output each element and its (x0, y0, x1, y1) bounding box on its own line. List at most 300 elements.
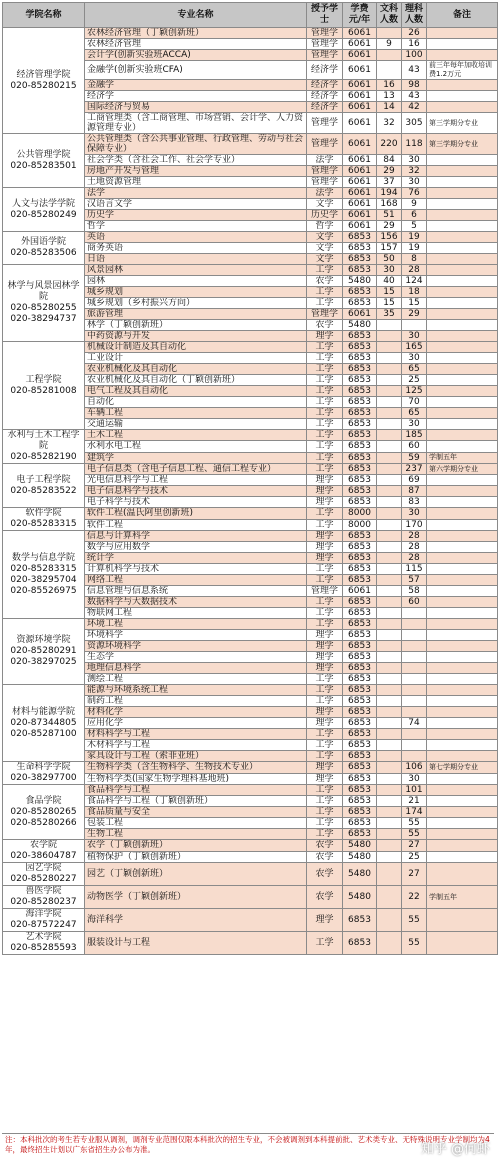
major-cell: 生物科学类（含生物科学、生物技术专业） (85, 762, 307, 774)
major-cell: 测绘工程 (85, 674, 307, 685)
table-row (3, 531, 498, 542)
arts-count-cell (377, 818, 402, 829)
sci-count-cell: 70 (402, 397, 427, 408)
header-college: 学院名称 (3, 3, 85, 28)
fee-cell: 5480 (343, 851, 377, 863)
arts-count-cell (377, 61, 402, 80)
major-cell: 软件工程 (85, 519, 307, 531)
degree-cell: 理学 (307, 497, 343, 508)
note-cell (427, 287, 498, 298)
arts-count-cell (377, 829, 402, 840)
arts-count-cell (377, 575, 402, 586)
fee-cell: 6853 (343, 785, 377, 796)
major-cell: 中药资源与开发 (85, 331, 307, 342)
note-cell (427, 210, 498, 221)
fee-cell: 6853 (343, 707, 377, 718)
note-cell (427, 718, 498, 729)
note-cell (427, 475, 498, 486)
sci-count-cell: 25 (402, 851, 427, 863)
college-cell (3, 464, 85, 508)
sci-count-cell: 124 (402, 276, 427, 287)
degree-cell: 工学 (307, 608, 343, 619)
degree-cell: 管理学 (307, 586, 343, 597)
sci-count-cell: 8 (402, 254, 427, 265)
fee-cell: 5480 (343, 276, 377, 287)
watermark: 知乎 @何虾 (420, 1142, 490, 1157)
college-name: 园艺学院 (25, 863, 62, 873)
major-cell: 生态学 (85, 652, 307, 663)
arts-count-cell: 168 (377, 199, 402, 210)
degree-cell: 管理学 (307, 166, 343, 177)
college-name: 材料与能源学院 (11, 706, 75, 717)
fee-cell: 6853 (343, 807, 377, 818)
college-name: 农学院 (29, 840, 57, 850)
degree-cell: 管理学 (307, 177, 343, 188)
college-name: 公共管理学院 (16, 149, 71, 160)
fee-cell: 6853 (343, 685, 377, 696)
header-major: 专业名称 (85, 3, 307, 28)
arts-count-cell (377, 608, 402, 619)
note-cell (427, 586, 498, 597)
arts-count-cell (377, 619, 402, 630)
degree-cell: 农学 (307, 886, 343, 909)
degree-cell: 工学 (307, 564, 343, 575)
degree-cell: 理学 (307, 630, 343, 641)
major-cell: 网络工程 (85, 575, 307, 586)
sci-count-cell (402, 685, 427, 696)
note-cell (427, 254, 498, 265)
fee-cell: 6061 (343, 113, 377, 134)
arts-count-cell (377, 486, 402, 497)
major-cell: 哲学 (85, 221, 307, 232)
fee-cell: 6853 (343, 652, 377, 663)
note-cell (427, 486, 498, 497)
degree-cell: 工学 (307, 397, 343, 408)
fee-cell: 6853 (343, 298, 377, 309)
sci-count-cell: 55 (402, 829, 427, 840)
note-cell (427, 553, 498, 564)
fee-cell: 6061 (343, 61, 377, 80)
major-cell: 能源与环境系统工程 (85, 685, 307, 696)
fee-cell: 6853 (343, 909, 377, 932)
degree-cell: 工学 (307, 674, 343, 685)
college-phone: 020-85280227 (10, 874, 77, 884)
major-cell: 动物医学（丁颖创新班） (85, 886, 307, 909)
table-row (3, 508, 498, 520)
degree-cell: 工学 (307, 386, 343, 397)
college-phone: 020-85282190 (10, 452, 77, 462)
arts-count-cell (377, 696, 402, 707)
degree-cell: 理学 (307, 773, 343, 785)
college-cell (3, 508, 85, 531)
note-cell (427, 751, 498, 762)
fee-cell: 6853 (343, 254, 377, 265)
degree-cell: 工学 (307, 597, 343, 608)
note-cell (427, 531, 498, 542)
sci-count-cell: 69 (402, 475, 427, 486)
college-cell (3, 619, 85, 685)
note-cell (427, 441, 498, 452)
degree-cell: 工学 (307, 696, 343, 707)
sci-count-cell: 83 (402, 497, 427, 508)
note-cell (427, 28, 498, 39)
degree-cell: 管理学 (307, 309, 343, 320)
major-cell: 农业机械化及其自动化（丁颖创新班） (85, 375, 307, 386)
header-fee: 学费元/年 (343, 3, 377, 28)
major-cell: 法学 (85, 188, 307, 199)
college-name: 外国语学院 (20, 237, 66, 247)
degree-cell: 工学 (307, 729, 343, 740)
sci-count-cell: 170 (402, 519, 427, 531)
college-name: 食品学院 (25, 795, 62, 806)
degree-cell: 经济学 (307, 61, 343, 80)
note-cell: 学制五年 (427, 452, 498, 463)
arts-count-cell: 51 (377, 210, 402, 221)
college-name: 兽医学院 (25, 886, 62, 896)
table-row (3, 840, 498, 852)
note-cell (427, 519, 498, 531)
fee-cell: 6853 (343, 619, 377, 630)
header-note: 备注 (427, 3, 498, 28)
major-cell: 农学（丁颖创新班） (85, 840, 307, 852)
major-cell: 日语 (85, 254, 307, 265)
arts-count-cell (377, 508, 402, 520)
fee-cell: 6853 (343, 486, 377, 497)
major-cell: 服装设计与工程 (85, 932, 307, 955)
major-cell: 金融学 (85, 80, 307, 91)
note-cell (427, 298, 498, 309)
arts-count-cell (377, 564, 402, 575)
college-cell (3, 531, 85, 619)
fee-cell: 6061 (343, 166, 377, 177)
note-cell (427, 597, 498, 608)
arts-count-cell (377, 331, 402, 342)
college-name: 海洋学院 (25, 909, 62, 919)
major-cell: 农业机械化及其自动化 (85, 364, 307, 375)
major-cell: 工业设计 (85, 353, 307, 364)
major-cell: 生物工程 (85, 829, 307, 840)
major-cell: 园艺（丁颖创新班） (85, 863, 307, 886)
arts-count-cell (377, 408, 402, 419)
table-row (3, 685, 498, 696)
fee-cell: 6853 (343, 718, 377, 729)
major-cell: 家具设计与工程（索菲亚班） (85, 751, 307, 762)
note-cell (427, 497, 498, 508)
arts-count-cell (377, 641, 402, 652)
college-phone: 020-85280291 020-38297025 (10, 646, 77, 667)
sci-count-cell: 15 (402, 298, 427, 309)
note-cell (427, 863, 498, 886)
major-cell: 环境工程 (85, 619, 307, 630)
arts-count-cell: 84 (377, 155, 402, 166)
sci-count-cell: 19 (402, 243, 427, 254)
sci-count-cell: 115 (402, 564, 427, 575)
fee-cell: 6061 (343, 91, 377, 102)
college-phone: 020-85280237 (10, 897, 77, 907)
sci-count-cell: 98 (402, 80, 427, 91)
degree-cell: 工学 (307, 796, 343, 807)
arts-count-cell: 15 (377, 298, 402, 309)
degree-cell: 历史学 (307, 210, 343, 221)
note-cell (427, 331, 498, 342)
arts-count-cell (377, 452, 402, 463)
college-phone: 020-85280249 (10, 209, 77, 220)
fee-cell: 6853 (343, 386, 377, 397)
fee-cell: 6853 (343, 663, 377, 674)
college-phone: 020-85283315 020-38295704 020-85526975 (10, 563, 77, 596)
fee-cell: 6853 (343, 232, 377, 243)
sci-count-cell: 237 (402, 464, 427, 475)
major-cell: 资源环境科学 (85, 641, 307, 652)
major-cell: 机械设计制造及其自动化 (85, 342, 307, 353)
major-cell: 自动化 (85, 397, 307, 408)
fee-cell: 6853 (343, 818, 377, 829)
major-cell: 交通运输 (85, 419, 307, 430)
major-cell: 城乡规划（乡村振兴方向） (85, 298, 307, 309)
fee-cell: 6853 (343, 497, 377, 508)
college-name: 数学与信息学院 (11, 552, 75, 563)
note-cell: 学制五年 (427, 886, 498, 909)
major-cell: 英语 (85, 232, 307, 243)
arts-count-cell (377, 597, 402, 608)
college-cell (3, 909, 85, 932)
arts-count-cell (377, 807, 402, 818)
major-cell: 农林经济管理 (85, 39, 307, 50)
sci-count-cell: 165 (402, 342, 427, 353)
degree-cell: 理学 (307, 718, 343, 729)
degree-cell: 农学 (307, 851, 343, 863)
arts-count-cell: 15 (377, 287, 402, 298)
note-cell: 第三学期分专业 (427, 113, 498, 134)
sci-count-cell: 65 (402, 408, 427, 419)
note-cell (427, 188, 498, 199)
major-cell: 食品质量与安全 (85, 807, 307, 818)
degree-cell: 理学 (307, 909, 343, 932)
sci-count-cell: 28 (402, 531, 427, 542)
fee-cell: 6061 (343, 221, 377, 232)
degree-cell: 工学 (307, 464, 343, 475)
note-cell (427, 542, 498, 553)
fee-cell: 6853 (343, 430, 377, 441)
major-cell: 物联网工程 (85, 608, 307, 619)
note-cell (427, 619, 498, 630)
degree-cell: 工学 (307, 829, 343, 840)
table-row (3, 932, 498, 955)
degree-cell: 经济学 (307, 102, 343, 113)
arts-count-cell (377, 28, 402, 39)
arts-count-cell (377, 707, 402, 718)
arts-count-cell (377, 497, 402, 508)
sci-count-cell: 30 (402, 155, 427, 166)
sci-count-cell: 30 (402, 419, 427, 430)
sci-count-cell: 32 (402, 166, 427, 177)
fee-cell: 6853 (343, 287, 377, 298)
college-cell (3, 265, 85, 342)
degree-cell: 工学 (307, 751, 343, 762)
degree-cell: 管理学 (307, 28, 343, 39)
sci-count-cell: 101 (402, 785, 427, 796)
fee-cell: 6853 (343, 452, 377, 463)
fee-cell: 6853 (343, 375, 377, 386)
college-cell (3, 886, 85, 909)
sci-count-cell: 106 (402, 762, 427, 774)
degree-cell: 工学 (307, 818, 343, 829)
college-name: 工程学院 (25, 374, 62, 385)
degree-cell: 理学 (307, 486, 343, 497)
fee-cell: 5480 (343, 863, 377, 886)
fee-cell: 6853 (343, 932, 377, 955)
fee-cell: 6061 (343, 80, 377, 91)
sci-count-cell: 87 (402, 486, 427, 497)
arts-count-cell (377, 386, 402, 397)
fee-cell: 6853 (343, 408, 377, 419)
fee-cell: 6853 (343, 641, 377, 652)
sci-count-cell: 5 (402, 221, 427, 232)
header-degree: 授予学士 (307, 3, 343, 28)
table-row (3, 342, 498, 353)
college-phone: 020-85283315 (10, 519, 77, 529)
degree-cell: 理学 (307, 542, 343, 553)
arts-count-cell (377, 674, 402, 685)
arts-count-cell: 14 (377, 102, 402, 113)
major-cell: 园林 (85, 276, 307, 287)
college-name: 林学与风景园林学院 (7, 281, 80, 302)
sci-count-cell (402, 320, 427, 331)
fee-cell: 6853 (343, 265, 377, 276)
fee-cell: 6853 (343, 342, 377, 353)
degree-cell: 工学 (307, 932, 343, 955)
major-cell: 木材科学与工程 (85, 740, 307, 751)
major-cell: 数据科学与大数据技术 (85, 597, 307, 608)
fee-cell: 6853 (343, 564, 377, 575)
fee-cell: 6853 (343, 475, 377, 486)
note-cell (427, 608, 498, 619)
fee-cell: 6061 (343, 39, 377, 50)
sci-count-cell: 30 (402, 773, 427, 785)
arts-count-cell (377, 909, 402, 932)
degree-cell: 经济学 (307, 80, 343, 91)
sci-count-cell: 25 (402, 375, 427, 386)
major-cell: 商务英语 (85, 243, 307, 254)
fee-cell: 6853 (343, 441, 377, 452)
fee-cell: 6061 (343, 134, 377, 155)
college-cell (3, 685, 85, 762)
degree-cell: 理学 (307, 475, 343, 486)
sci-count-cell (402, 608, 427, 619)
degree-cell: 管理学 (307, 50, 343, 61)
note-cell: 第六学期分专业 (427, 464, 498, 475)
major-cell: 电子信息类（含电子信息工程、通信工程专业） (85, 464, 307, 475)
sci-count-cell: 29 (402, 309, 427, 320)
fee-cell: 6853 (343, 243, 377, 254)
degree-cell: 工学 (307, 430, 343, 441)
sci-count-cell: 100 (402, 50, 427, 61)
arts-count-cell (377, 342, 402, 353)
major-cell: 工商管理类（含工商管理、市场营销、会计学、人力资源管理专业） (85, 113, 307, 134)
arts-count-cell (377, 751, 402, 762)
major-cell: 应用化学 (85, 718, 307, 729)
sci-count-cell (402, 751, 427, 762)
sci-count-cell (402, 707, 427, 718)
note-cell (427, 630, 498, 641)
note-cell (427, 685, 498, 696)
sci-count-cell: 305 (402, 113, 427, 134)
degree-cell: 工学 (307, 353, 343, 364)
sci-count-cell: 76 (402, 188, 427, 199)
college-cell (3, 840, 85, 863)
sci-count-cell (402, 663, 427, 674)
major-cell: 城乡规划 (85, 287, 307, 298)
major-cell: 地理信息科学 (85, 663, 307, 674)
degree-cell: 工学 (307, 375, 343, 386)
note-cell (427, 265, 498, 276)
sci-count-cell: 30 (402, 508, 427, 520)
arts-count-cell (377, 663, 402, 674)
note-cell (427, 729, 498, 740)
fee-cell: 6061 (343, 199, 377, 210)
note-cell (427, 39, 498, 50)
sci-count-cell: 28 (402, 542, 427, 553)
note-cell (427, 932, 498, 955)
degree-cell: 哲学 (307, 221, 343, 232)
degree-cell: 工学 (307, 364, 343, 375)
arts-count-cell (377, 729, 402, 740)
degree-cell: 理学 (307, 652, 343, 663)
arts-count-cell (377, 475, 402, 486)
sci-count-cell: 27 (402, 840, 427, 852)
major-cell: 材料化学 (85, 707, 307, 718)
major-cell: 建筑学 (85, 452, 307, 463)
sci-count-cell: 16 (402, 39, 427, 50)
arts-count-cell: 35 (377, 309, 402, 320)
note-cell (427, 674, 498, 685)
degree-cell: 管理学 (307, 134, 343, 155)
degree-cell: 工学 (307, 342, 343, 353)
degree-cell: 法学 (307, 155, 343, 166)
fee-cell: 8000 (343, 508, 377, 520)
fee-cell: 6853 (343, 773, 377, 785)
fee-cell: 8000 (343, 519, 377, 531)
table-row (3, 430, 498, 441)
note-cell (427, 740, 498, 751)
note-cell (427, 419, 498, 430)
college-name: 水利与土木工程学院 (7, 430, 80, 451)
degree-cell: 农学 (307, 276, 343, 287)
major-cell: 农林经济管理（丁颖创新班） (85, 28, 307, 39)
note-cell (427, 102, 498, 113)
note-cell (427, 796, 498, 807)
arts-count-cell: 156 (377, 232, 402, 243)
degree-cell: 理学 (307, 553, 343, 564)
arts-count-cell (377, 652, 402, 663)
sci-count-cell: 55 (402, 932, 427, 955)
major-cell: 海洋科学 (85, 909, 307, 932)
table-row (3, 265, 498, 276)
degree-cell: 工学 (307, 575, 343, 586)
major-cell: 制药工程 (85, 696, 307, 707)
note-cell (427, 408, 498, 419)
degree-cell: 工学 (307, 619, 343, 630)
major-cell: 旅游管理 (85, 309, 307, 320)
fee-cell: 6061 (343, 309, 377, 320)
major-cell: 社会学类（含社会工作、社会学专业） (85, 155, 307, 166)
table-row (3, 762, 498, 774)
fee-cell: 6061 (343, 586, 377, 597)
table-header-row (3, 3, 498, 28)
sci-count-cell: 27 (402, 863, 427, 886)
major-cell: 环境科学 (85, 630, 307, 641)
college-cell (3, 134, 85, 188)
